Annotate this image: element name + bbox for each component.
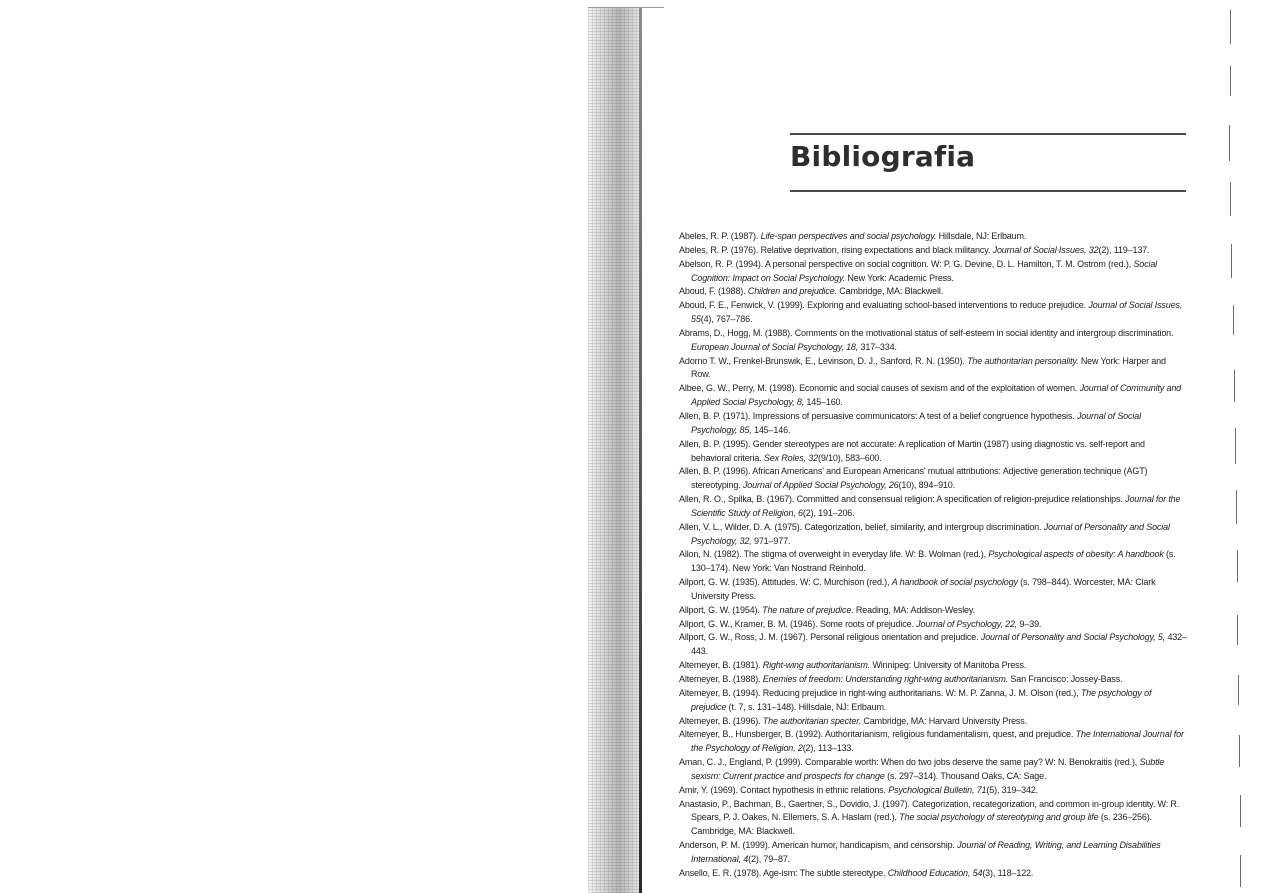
bibliography-entry bbox=[679, 299, 1187, 327]
entry-text: Cambridge, MA: Harvard University Press. bbox=[861, 715, 1027, 726]
entry-text: (5), 319–342. bbox=[986, 784, 1039, 795]
bibliography-entry bbox=[679, 327, 1187, 355]
page-gutter-shadow bbox=[588, 8, 640, 893]
bibliography-entry bbox=[679, 784, 1187, 798]
scan-artifact bbox=[1239, 735, 1240, 767]
bibliography-entry bbox=[679, 798, 1187, 840]
entry-title-italic: The psychology of prejudice bbox=[691, 687, 1152, 712]
scan-artifact bbox=[1234, 370, 1235, 402]
scan-artifact bbox=[1238, 675, 1239, 705]
entry-text: (2), 191–206. bbox=[802, 507, 855, 518]
header-rule-top bbox=[790, 133, 1186, 135]
entry-title-italic: Journal of Personality and Social Psychology, 32, bbox=[691, 521, 1170, 546]
entry-title-italic: Right-wing authoritarianism. bbox=[762, 660, 871, 671]
scan-artifact bbox=[1240, 795, 1241, 827]
entry-title-italic: The nature of prejudice. bbox=[762, 604, 854, 615]
scan-artifact bbox=[1231, 244, 1232, 278]
entry-title-italic: A handbook of social psychology bbox=[891, 577, 1018, 588]
entry-text: Amir, Y. (1969). Contact hypothesis in ethnic relations. bbox=[679, 784, 889, 795]
entry-title-italic: Childhood Education, 54 bbox=[887, 867, 983, 878]
entry-text: Altemeyer, B. (1996). bbox=[679, 715, 763, 726]
entry-text: Adorno T. W., Frenkel-Brunswik, E., Levinson, D. J., Sanford, R. N. (1950). bbox=[679, 355, 968, 366]
scan-artifact bbox=[1235, 428, 1236, 464]
bibliography-entry bbox=[679, 756, 1187, 784]
page-title: Bibliografia bbox=[790, 140, 976, 173]
bibliography-entry bbox=[679, 355, 1187, 383]
entry-text: (2), 113–133. bbox=[802, 743, 854, 754]
entry-title-italic: Journal for the Scientific Study of Religion, 6 bbox=[691, 494, 1181, 518]
entry-text: (9/10), 583–600. bbox=[817, 452, 882, 463]
entry-text: (s. 798–844). Worcester, MA: Clark University Press. bbox=[691, 577, 1156, 601]
entry-text: Allen, B. P. (1971). Impressions of persuasive communicators: A test of a belief congruence hypothesis. bbox=[679, 410, 1077, 421]
entry-title-italic: Children and prejudice. bbox=[747, 286, 837, 297]
entry-text: New York: Harper and Row. bbox=[691, 355, 1166, 380]
entry-title-italic: Sex Roles, 32 bbox=[763, 452, 818, 463]
bibliography-entry bbox=[679, 230, 1187, 244]
bibliography-entry bbox=[679, 839, 1187, 867]
entry-title-italic: Subtle sexism: Current practice and prospects for change bbox=[691, 757, 1165, 781]
bibliography-list bbox=[679, 230, 1187, 881]
entry-text: Anderson, P. M. (1999). American humor, handicapism, and censorship. bbox=[679, 840, 958, 851]
scan-artifact bbox=[1237, 550, 1238, 582]
entry-title-italic: Life-span perspectives and social psychology. bbox=[760, 231, 937, 241]
entry-text: Allport, G. W. (1935). Attitudes. W: C. Murchison (red.), bbox=[679, 577, 892, 588]
bibliography-entry bbox=[679, 465, 1187, 493]
entry-text: New York: Academic Press. bbox=[845, 272, 954, 283]
entry-title-italic: Journal of Social Issues, 55 bbox=[691, 300, 1183, 325]
entry-text: (s. 130–174). New York: Van Nostrand Reinhold. bbox=[691, 549, 1176, 574]
scan-artifact bbox=[1230, 10, 1231, 44]
entry-text: Albee, G. W., Perry, M. (1998). Economic and social causes of sexism and of the exploitation of women. bbox=[679, 383, 1080, 394]
entry-text: (4), 767–786. bbox=[700, 314, 753, 325]
entry-text: Allon, N. (1982). The stigma of overweight in everyday life. W: B. Wolman (red.), bbox=[679, 549, 989, 560]
entry-title-italic: Journal of Social Psychology, 85, bbox=[691, 410, 1141, 435]
scan-artifact bbox=[1236, 490, 1237, 524]
entry-title-italic: Social Cognition: Impact on Social Psychology. bbox=[691, 258, 1158, 283]
scan-artifact bbox=[1229, 125, 1230, 161]
entry-text: 432–443. bbox=[691, 632, 1187, 657]
entry-title-italic: Journal of Community and Applied Social Psychology, 8, bbox=[691, 383, 1182, 408]
bibliography-entry bbox=[679, 728, 1187, 756]
entry-text: Abrams, D., Hogg, M. (1988). Comments on the motivational status of self-esteem in social identity and intergroup discrimination. bbox=[679, 327, 1174, 338]
entry-title-italic: The authoritarian personality. bbox=[967, 355, 1079, 366]
entry-text: Cambridge, MA: Blackwell. bbox=[836, 286, 944, 297]
entry-text: Allport, G. W. (1954). bbox=[679, 604, 763, 615]
bibliography-entry bbox=[679, 521, 1187, 549]
entry-text: Hillsdale, NJ: Erlbaum. bbox=[936, 231, 1027, 241]
entry-text: Allen, R. O., Spilka, B. (1967). Committed and consensual religion: A specification of religion-prejudice relationships. bbox=[679, 494, 1126, 505]
entry-text: Allport, G. W., Kramer, B. M. (1946). Some roots of prejudice. bbox=[679, 618, 917, 629]
entry-title-italic: Psychological Bulletin, 71 bbox=[888, 784, 987, 795]
entry-text: Abeles, R. P. (1976). Relative deprivation, rising expectations and black militancy. bbox=[679, 244, 993, 255]
bibliography-entry bbox=[679, 493, 1187, 521]
entry-title-italic: Journal of Reading, Writing, and Learning Disabilities International, 4 bbox=[691, 840, 1161, 864]
bibliography-entry bbox=[679, 410, 1187, 438]
entry-title-italic: Psychological aspects of obesity: A handbook bbox=[988, 549, 1164, 560]
scan-artifact bbox=[1237, 615, 1238, 645]
entry-title-italic: The authoritarian specter. bbox=[762, 715, 862, 726]
scan-artifact bbox=[1230, 66, 1231, 96]
bibliography-entry bbox=[679, 382, 1187, 410]
bibliography-entry bbox=[679, 604, 1187, 618]
entry-text: Abelson, R. P. (1994). A personal perspective on social cognition. W: P. G. Devine, D. L. Hamilton, T. M. Ostrom (red.), bbox=[679, 258, 1134, 269]
entry-text: 317–334. bbox=[858, 341, 897, 352]
bibliography-entry bbox=[679, 438, 1187, 466]
entry-text: Allen, B. P. (1996). African Americans' and European Americans' mutual attributions: Adjective generation technique (AGT) stereotyping. bbox=[679, 466, 1148, 491]
bibliography-entry bbox=[679, 659, 1187, 673]
entry-text: Allen, B. P. (1995). Gender stereotypes are not accurate: A replication of Martin (1987) using diagnostic vs. self-report and behavioral criteria. bbox=[679, 438, 1145, 463]
entry-text: Allen, V. L., Wilder, D. A. (1975). Categorization, belief, similarity, and intergroup discrimination. bbox=[679, 521, 1044, 532]
entry-text: San Francisco: Jossey-Bass. bbox=[1008, 674, 1123, 684]
entry-title-italic: Enemies of freedom: Understanding right-wing authoritarianism. bbox=[762, 674, 1009, 684]
entry-text: Altemeyer, B. (1981). bbox=[679, 660, 763, 671]
bibliography-entry bbox=[679, 285, 1187, 299]
entry-text: Ansello, E. R. (1978). Age-ism: The subtle stereotype. bbox=[679, 867, 888, 878]
entry-title-italic: Journal of Psychology, 22, bbox=[916, 618, 1018, 629]
entry-text: Altemeyer, B., Hunsberger, B. (1992). Authoritarianism, religious fundamentalism, quest, and prejudice. bbox=[679, 729, 1076, 740]
entry-text: Altemeyer, B. (1988). bbox=[679, 674, 763, 684]
entry-text: Reading, MA: Addison-Wesley. bbox=[853, 604, 975, 615]
bibliography-entry bbox=[679, 548, 1187, 576]
entry-text: 9–39. bbox=[1017, 618, 1042, 629]
bibliography-entry bbox=[679, 576, 1187, 604]
entry-text: (s. 236–256). Cambridge, MA: Blackwell. bbox=[691, 812, 1152, 837]
entry-title-italic: The International Journal for the Psychology of Religion, 2 bbox=[691, 729, 1184, 754]
bibliography-entry bbox=[679, 618, 1187, 632]
entry-text: (3), 118–122. bbox=[982, 867, 1034, 878]
entry-title-italic: European Journal of Social Psychology, 18, bbox=[691, 341, 859, 352]
header-rule-bottom bbox=[790, 190, 1186, 192]
entry-text: Winnipeg: University of Manitoba Press. bbox=[870, 660, 1027, 671]
entry-text: Aman, C. J., England, P. (1999). Comparable worth: When do two jobs deserve the same pay? W: N. Benokraitis (red.), bbox=[679, 757, 1140, 768]
scan-artifact bbox=[1233, 305, 1234, 335]
entry-text: 145–146. bbox=[751, 424, 791, 435]
page-top-edge bbox=[588, 7, 664, 8]
entry-text: (10), 894–910. bbox=[898, 480, 955, 491]
entry-title-italic: The social psychology of stereotyping and group life bbox=[899, 812, 1099, 823]
bibliography-entry bbox=[679, 673, 1187, 687]
entry-title-italic: Journal of Social Issues, 32 bbox=[992, 244, 1099, 255]
entry-text: 145–160. bbox=[804, 397, 843, 408]
entry-text: (t. 7, s. 131–148). Hillsdale, NJ: Erlbaum. bbox=[726, 701, 887, 712]
entry-text: Aboud, F. E., Fenwick, V. (1999). Exploring and evaluating school-based interventions to reduce prejudice. bbox=[679, 300, 1089, 311]
entry-text: Abeles, R. P. (1987). bbox=[679, 231, 761, 241]
bibliography-entry bbox=[679, 715, 1187, 729]
entry-text: Allport, G. W., Ross, J. M. (1967). Personal religious orientation and prejudice. bbox=[679, 632, 981, 643]
entry-text: Aboud, F. (1988). bbox=[679, 286, 748, 297]
entry-text: Anastasio, P., Bachman, B., Gaertner, S., Dovidio, J. (1997). Categorization, recategorization, and common in-group identity. W: R. Spears, P. J. Oakes, N. Ellemers, S. A. Haslam (red.), bbox=[679, 798, 1180, 823]
entry-title-italic: Journal of Personality and Social Psychology, 5, bbox=[980, 632, 1166, 643]
entry-text: (2), 79–87. bbox=[748, 853, 791, 864]
bibliography-entry bbox=[679, 631, 1187, 659]
bibliography-entry bbox=[679, 244, 1187, 258]
entry-text: 971–977. bbox=[751, 535, 791, 546]
entry-text: (s. 297–314). Thousand Oaks, CA: Sage. bbox=[884, 770, 1047, 781]
scan-artifact bbox=[1240, 855, 1241, 887]
entry-text: Altemeyer, B. (1994). Reducing prejudice in right-wing authoritarians. W: M. P. Zanna, J. M. Olson (red.), bbox=[679, 687, 1081, 698]
bibliography-entry bbox=[679, 258, 1187, 286]
scan-artifact bbox=[1230, 182, 1231, 216]
entry-text: (2), 119–137. bbox=[1098, 244, 1150, 255]
bibliography-entry bbox=[679, 867, 1187, 881]
bibliography-entry bbox=[679, 687, 1187, 715]
entry-title-italic: Journal of Applied Social Psychology, 26 bbox=[742, 480, 899, 491]
